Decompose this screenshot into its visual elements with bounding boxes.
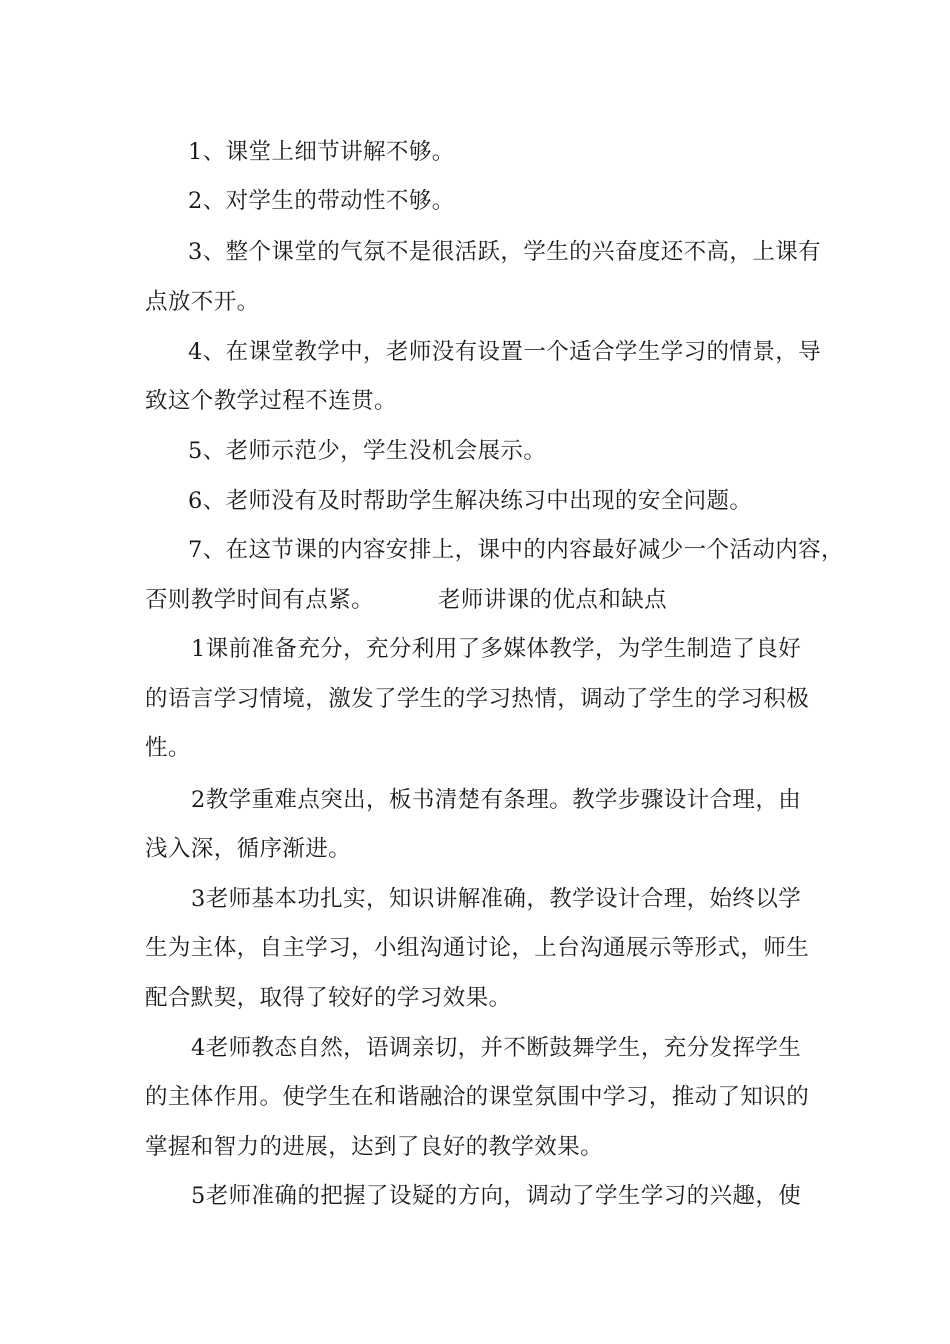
- list-item-5: 5、老师示范少，学生没机会展示。: [188, 438, 547, 464]
- paragraph-3: 3老师基本功扎实，知识讲解准确，教学设计合理，始终以学: [191, 886, 802, 912]
- section-heading: 老师讲课的优点和缺点: [438, 587, 668, 613]
- list-item-4-continued: 致这个教学过程不连贯。: [145, 388, 397, 414]
- paragraph-1-line-3: 性。: [145, 735, 191, 761]
- list-item-6: 6、老师没有及时帮助学生解决练习中出现的安全问题。: [188, 488, 753, 514]
- paragraph-4-line-2: 的主体作用。使学生在和谐融洽的课堂氛围中学习，推动了知识的: [145, 1084, 810, 1110]
- paragraph-2: 2教学重难点突出，板书清楚有条理。教学步骤设计合理，由: [191, 787, 802, 813]
- list-item-1: 1、课堂上细节讲解不够。: [188, 139, 455, 165]
- list-item-4: 4、在课堂教学中，老师没有设置一个适合学生学习的情景，导: [188, 339, 822, 365]
- paragraph-1: 1课前准备充分，充分利用了多媒体教学，为学生制造了良好: [191, 636, 802, 662]
- paragraph-3-line-3: 配合默契，取得了较好的学习效果。: [145, 985, 512, 1011]
- list-item-2: 2、对学生的带动性不够。: [188, 188, 455, 214]
- list-item-7-tail: 否则教学时间有点紧。: [145, 587, 375, 613]
- paragraph-3-line-2: 生为主体，自主学习，小组沟通讨论，上台沟通展示等形式，师生: [145, 935, 810, 961]
- paragraph-4-line-3: 掌握和智力的进展，达到了良好的教学效果。: [145, 1134, 604, 1160]
- list-item-7-continued: [145, 585, 667, 615]
- list-item-3-continued: 点放不开。: [145, 289, 260, 315]
- paragraph-5: 5老师准确的把握了设疑的方向，调动了学生学习的兴趣，使: [191, 1183, 802, 1209]
- paragraph-4: 4老师教态自然，语调亲切，并不断鼓舞学生，充分发挥学生: [191, 1035, 802, 1061]
- paragraph-1-line-2: 的语言学习情境，激发了学生的学习热情，调动了学生的学习积极: [145, 686, 810, 712]
- list-item-3: 3、整个课堂的气氛不是很活跃，学生的兴奋度还不高，上课有: [188, 239, 822, 265]
- list-item-7: 7、在这节课的内容安排上，课中的内容最好减少一个活动内容，: [188, 537, 844, 563]
- paragraph-2-line-2: 浅入深，循序渐进。: [145, 836, 352, 862]
